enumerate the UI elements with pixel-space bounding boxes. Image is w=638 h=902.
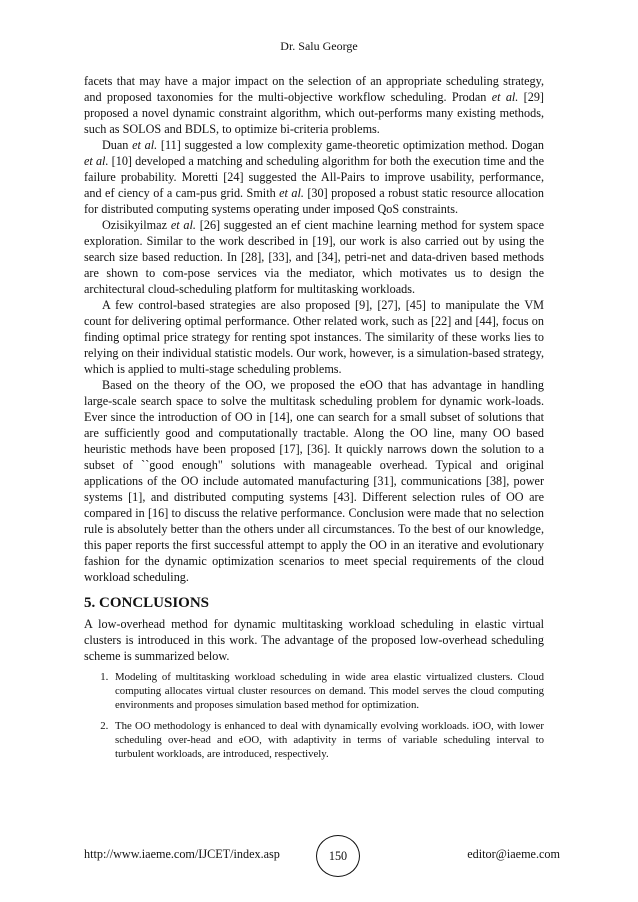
footer-url[interactable]: http://www.iaeme.com/IJCET/index.asp — [84, 847, 280, 861]
text-run: Ozisikyilmaz — [102, 218, 171, 232]
text-run: [10] developed a matching and scheduling algorithm for both the execution time and the failure probability. Moretti [24] suggested the All-Pairs to improve usability, performance, and ef ciency of a cam-pus grid. Smith — [84, 154, 545, 200]
list-item: 1. Modeling of multitasking workload scheduling in wide area elastic virtualized clusters. Cloud computing allocates virtual cluster resources on demand. This model serves the cloud computing environments and proposes simulation based method for optimization. — [111, 670, 544, 713]
list-item: 2. The OO methodology is enhanced to deal with dynamically evolving workloads. iOO, with lower scheduling over-head and eOO, with adaptivity in terms of variable scheduling interval to turbulent workloads, are introduced, respectively. — [111, 719, 544, 762]
text-run: facets that may have a major impact on the selection of an appropriate scheduling strategy, and proposed taxonomies for the multi-objective workflow scheduling. Prodan — [84, 74, 544, 104]
conclusions-list — [84, 670, 544, 761]
italic-text: et al. — [170, 218, 196, 232]
footer-email[interactable]: editor@iaeme.com — [467, 847, 560, 861]
conclusions-intro: A low-overhead method for dynamic multitasking workload scheduling in elastic virtual clusters is introduced in this work. The advantage of the proposed low-overhead scheduling scheme is summarized below. — [84, 617, 544, 663]
text-run: [11] suggested a low complexity game-theoretic optimization method. Dogan — [157, 138, 544, 152]
page-footer — [84, 835, 560, 871]
paragraph — [84, 217, 544, 297]
page-body — [84, 73, 544, 767]
text-run: A few control-based strategies are also proposed [9], [27], [45] to manipulate the VM count for delivering optimal performance. Other related work, such as [22] and [44], focus on finding optimal price strategy for renting spot instances. The similarity of these works lies to relying on their individual statistic models. Our work, however, is a simulation-based strategy, which is applied to multi-stage scheduling problems. — [84, 298, 544, 376]
paragraph — [84, 137, 544, 217]
paragraph — [84, 73, 544, 137]
italic-text: et al. — [132, 138, 158, 152]
italic-text: et al. — [491, 90, 519, 104]
related-work-text — [84, 73, 544, 585]
italic-text: et al. — [279, 186, 304, 200]
paragraph — [84, 297, 544, 377]
page-number: 150 — [316, 835, 360, 877]
text-run: Duan — [102, 138, 133, 152]
text-run: [30] proposed a robust static resource allocation for distributed computing systems operating under imposed QoS constraints. — [84, 186, 544, 216]
paragraph — [84, 377, 544, 585]
text-run: Based on the theory of the OO, we proposed the eOO that has advantage in handling large-scale search space to solve the multitask scheduling problem for dynamic work-loads. Ever since the introduction of OO in [14], one can search for a small subset of solutions that are sufficiently good and computationally tractable. Along the OO line, many OO based heuristic methods have been proposed [17], [36]. It quickly narrows down the solution to a subset of ``good enough" solutions with manageable overhead. Typical and original applications of the OO include automated manufacturing [31], communications [38], power systems [1], and distributed computing systems [43]. Different selection rules of OO are compared in [16] to discuss the relative performance. Conclusion were made that no selection rule is absolutely better than the others under all circumstances. To the best of our knowledge, this paper reports the first successful attempt to apply the OO in an iterative and evolutionary fashion for the dynamic optimization scenarios to meet special requirements of the cloud workload scheduling. — [84, 378, 544, 584]
running-header: Dr. Salu George — [280, 39, 358, 53]
italic-text: et al. — [84, 154, 109, 168]
text-run: [26] suggested an ef cient machine learning method for system space exploration. Similar to the work described in [19], our work is also carried out by using the search size based reduction. In [28], [33], and [34], petri-net and data-driven based methods are shown to com-pose services via the mediator, which motivates us to design the architectural cloud-scheduling platform for multitasking workloads. — [84, 218, 544, 296]
section-heading: 5. CONCLUSIONS — [84, 595, 210, 611]
text-run: [29] proposed a novel dynamic constraint algorithm, which out-performs many existing methods, such as SOLOS and BDLS, to optimize bi-criteria problems. — [84, 90, 544, 136]
